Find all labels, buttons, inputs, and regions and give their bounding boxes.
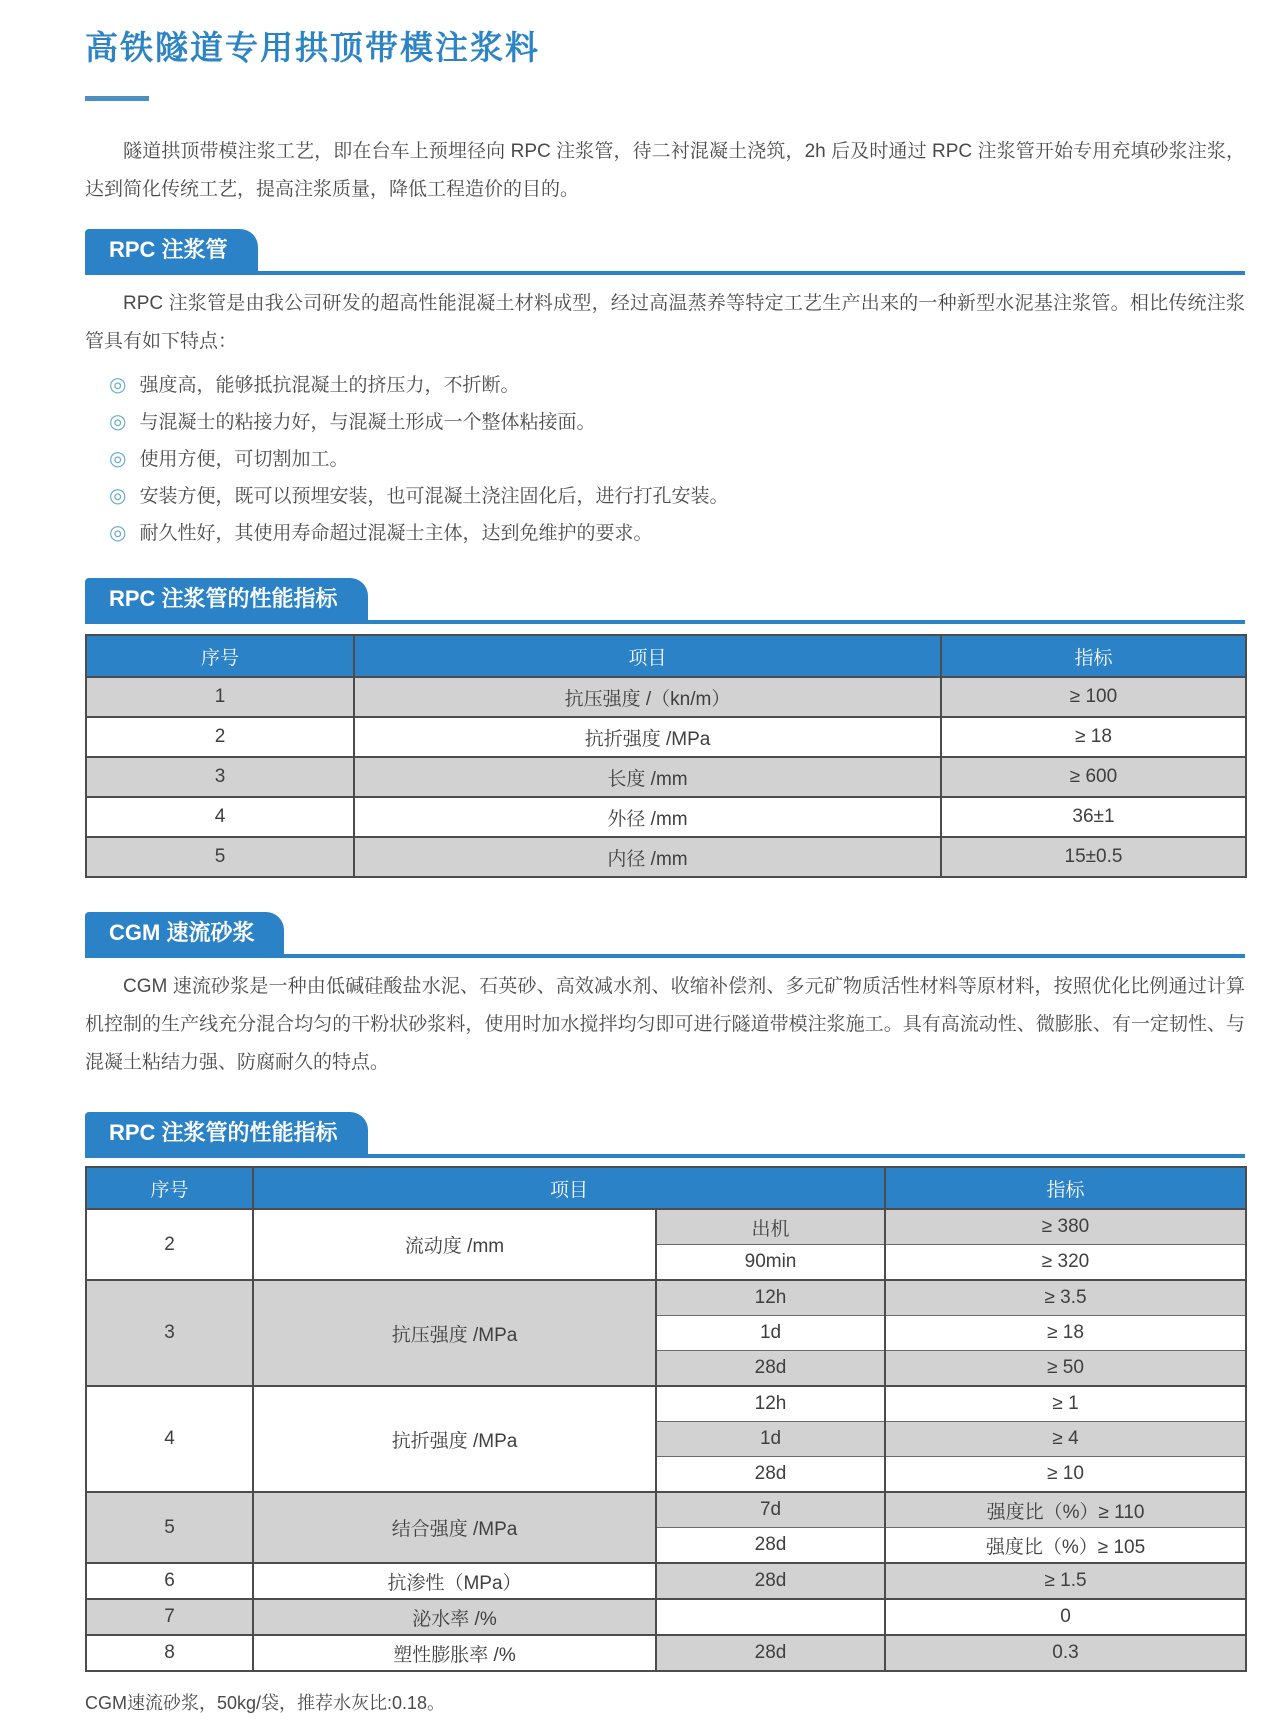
ring-bullet-icon: ◎ — [109, 522, 127, 544]
value-cell: ≥ 18 — [885, 1316, 1246, 1351]
item-cell: 抗折强度 /MPa — [354, 717, 941, 757]
item-cell: 流动度 /mm — [253, 1209, 656, 1280]
section-header-cgm-performance — [85, 1112, 1245, 1158]
feature-item — [109, 367, 1245, 404]
value-cell: ≥ 1 — [885, 1386, 1246, 1422]
table-row — [86, 1209, 1246, 1245]
row-number-cell: 5 — [86, 837, 354, 877]
value-cell: ≥ 18 — [941, 717, 1246, 757]
section-badge: RPC 注浆管 — [85, 229, 258, 271]
condition-cell: 28d — [656, 1457, 885, 1493]
condition-cell: 28d — [656, 1563, 885, 1599]
footer-note: CGM速流砂浆，50kg/袋，推荐水灰比:0.18。 — [85, 1693, 446, 1713]
feature-item — [109, 515, 1245, 552]
row-number-cell: 6 — [86, 1563, 253, 1599]
table-header — [86, 1167, 1246, 1209]
item-cell: 塑性膨胀率 /% — [253, 1635, 656, 1671]
page-title: 高铁隧道专用拱顶带模注浆料 — [85, 29, 540, 66]
section-header-cgm — [85, 912, 1245, 958]
condition-cell: 28d — [656, 1528, 885, 1564]
condition-cell: 1d — [656, 1422, 885, 1457]
rpc-pipe-performance-table — [85, 634, 1247, 878]
table-body — [86, 1209, 1246, 1671]
value-cell: ≥ 100 — [941, 677, 1246, 717]
value-cell: ≥ 380 — [885, 1209, 1246, 1245]
condition-cell: 出机 — [656, 1209, 885, 1245]
section-badge: CGM 速流砂浆 — [85, 912, 284, 954]
feature-item — [109, 404, 1245, 441]
row-number-cell: 7 — [86, 1599, 253, 1635]
item-cell: 内径 /mm — [354, 837, 941, 877]
row-number-cell: 5 — [86, 1492, 253, 1563]
ring-bullet-icon: ◎ — [109, 448, 127, 470]
cgm-paragraph: CGM 速流砂浆是一种由低碱硅酸盐水泥、石英砂、高效减水剂、收缩补偿剂、多元矿物质活性材料等原材料，按照优化比例通过计算机控制的生产线充分混合均匀的干粉状砂浆料，使用时加水搅拌均匀即可进行隧道带模注浆施工。具有高流动性、微膨胀、有一定韧性、与混凝土粘结力强、防腐耐久的特点。 — [85, 976, 1245, 1073]
condition-cell: 12h — [656, 1386, 885, 1422]
row-number-cell: 4 — [86, 797, 354, 837]
section-badge: RPC 注浆管的性能指标 — [85, 578, 368, 620]
feature-text: 安装方便，既可以预埋安装，也可混凝土浇注固化后，进行打孔安装。 — [139, 486, 729, 507]
table-row — [86, 677, 1246, 717]
column-header: 序号 — [86, 1167, 253, 1209]
table-row — [86, 757, 1246, 797]
column-header: 项目 — [253, 1167, 885, 1209]
value-cell: ≥ 320 — [885, 1245, 1246, 1281]
table-row — [86, 1280, 1246, 1316]
intro-paragraph: 隧道拱顶带模注浆工艺，即在台车上预埋径向 RPC 注浆管，待二衬混凝土浇筑，2h 后及时通过 RPC 注浆管开始专用充填砂浆注浆，达到简化传统工艺，提高注浆质量，降低工程造价的目的。 — [85, 141, 1245, 200]
rpc-pipe-paragraph: RPC 注浆管是由我公司研发的超高性能混凝土材料成型，经过高温蒸养等特定工艺生产出来的一种新型水泥基注浆管。相比传统注浆管具有如下特点： — [85, 293, 1245, 352]
value-cell: 强度比（%）≥ 105 — [885, 1528, 1246, 1564]
section-header-rpc-pipe — [85, 229, 1245, 275]
value-cell: ≥ 3.5 — [885, 1280, 1246, 1316]
condition-cell: 28d — [656, 1635, 885, 1671]
item-cell: 结合强度 /MPa — [253, 1492, 656, 1563]
value-cell: 强度比（%）≥ 110 — [885, 1492, 1246, 1528]
row-number-cell: 2 — [86, 1209, 253, 1280]
item-cell: 抗折强度 /MPa — [253, 1386, 656, 1492]
item-cell: 长度 /mm — [354, 757, 941, 797]
column-header: 指标 — [885, 1167, 1246, 1209]
section-badge: RPC 注浆管的性能指标 — [85, 1112, 368, 1154]
row-number-cell: 1 — [86, 677, 354, 717]
column-header: 指标 — [941, 635, 1246, 677]
item-cell: 抗渗性（MPa） — [253, 1563, 656, 1599]
condition-cell: 12h — [656, 1280, 885, 1316]
table-row — [86, 1635, 1246, 1671]
value-cell: ≥ 50 — [885, 1351, 1246, 1387]
column-header: 序号 — [86, 635, 354, 677]
row-number-cell: 3 — [86, 1280, 253, 1386]
table-row — [86, 717, 1246, 757]
table-row — [86, 1563, 1246, 1599]
feature-text: 耐久性好，其使用寿命超过混凝士主体，达到免维护的要求。 — [139, 523, 653, 544]
value-cell: ≥ 10 — [885, 1457, 1246, 1493]
item-cell: 抗压强度 /MPa — [253, 1280, 656, 1386]
value-cell: 36±1 — [941, 797, 1246, 837]
feature-text: 强度高，能够抵抗混凝土的挤压力，不折断。 — [139, 375, 520, 396]
table-row — [86, 1599, 1246, 1635]
value-cell: ≥ 4 — [885, 1422, 1246, 1457]
value-cell: ≥ 600 — [941, 757, 1246, 797]
ring-bullet-icon: ◎ — [109, 411, 127, 433]
value-cell: 15±0.5 — [941, 837, 1246, 877]
table-header — [86, 635, 1246, 677]
title-underline — [85, 96, 149, 101]
row-number-cell: 4 — [86, 1386, 253, 1492]
column-header: 项目 — [354, 635, 941, 677]
cgm-performance-table — [85, 1166, 1247, 1672]
condition-cell — [656, 1599, 885, 1635]
rpc-pipe-feature-list — [85, 367, 1245, 552]
table-row — [86, 1386, 1246, 1422]
value-cell: ≥ 1.5 — [885, 1563, 1246, 1599]
table-row — [86, 1492, 1246, 1528]
table-row — [86, 797, 1246, 837]
table-row — [86, 837, 1246, 877]
value-cell: 0 — [885, 1599, 1246, 1635]
condition-cell: 7d — [656, 1492, 885, 1528]
feature-text: 使用方便，可切割加工。 — [139, 449, 349, 470]
table-body — [86, 677, 1246, 877]
value-cell: 0.3 — [885, 1635, 1246, 1671]
feature-text: 与混凝士的粘接力好，与混凝土形成一个整体粘接面。 — [139, 412, 596, 433]
row-number-cell: 3 — [86, 757, 354, 797]
feature-item — [109, 478, 1245, 515]
condition-cell: 28d — [656, 1351, 885, 1387]
ring-bullet-icon: ◎ — [109, 374, 127, 396]
condition-cell: 1d — [656, 1316, 885, 1351]
item-cell: 抗压强度 /（kn/m） — [354, 677, 941, 717]
item-cell: 外径 /mm — [354, 797, 941, 837]
ring-bullet-icon: ◎ — [109, 485, 127, 507]
row-number-cell: 2 — [86, 717, 354, 757]
condition-cell: 90min — [656, 1245, 885, 1281]
row-number-cell: 8 — [86, 1635, 253, 1671]
section-header-rpc-performance — [85, 578, 1245, 624]
feature-item — [109, 441, 1245, 478]
item-cell: 泌水率 /% — [253, 1599, 656, 1635]
